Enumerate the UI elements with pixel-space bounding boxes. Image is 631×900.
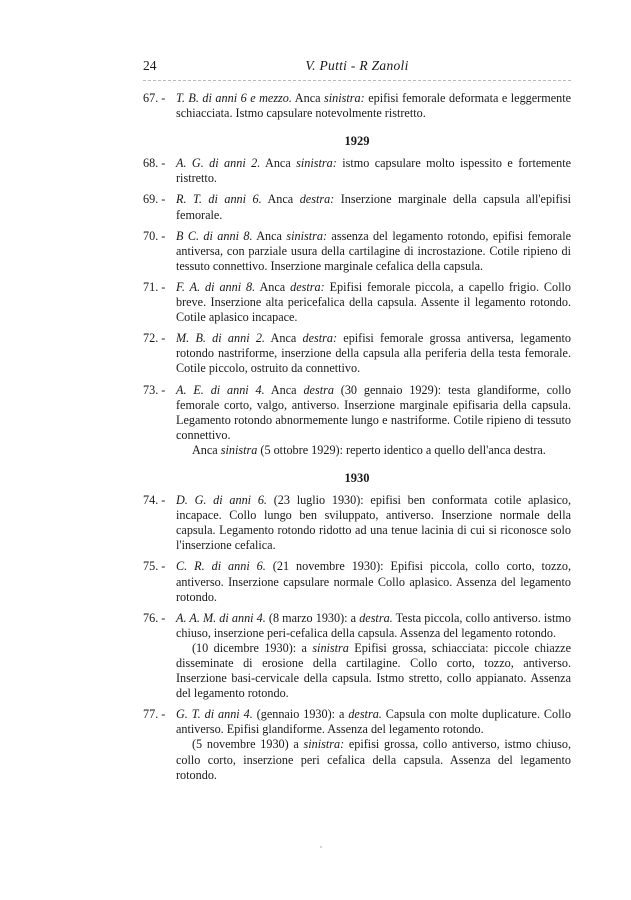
page-header <box>143 58 571 78</box>
hip-label: Anca <box>259 279 286 294</box>
patient-name: C. R. di anni 6. <box>176 559 266 574</box>
case-number: 74. - <box>143 493 166 508</box>
case-entry-74 <box>143 493 571 553</box>
case-entry-75 <box>143 559 571 604</box>
case-list <box>143 91 571 789</box>
case-number: 76. - <box>143 610 166 625</box>
patient-name: R. T. di anni 6. <box>176 192 262 207</box>
case-number: 67. - <box>143 91 166 105</box>
hip-side: sinistra <box>220 442 258 457</box>
hip-label: (8 marzo 1930): a <box>268 610 357 625</box>
patient-name: M. B. di anni 2. <box>176 331 265 346</box>
patient-name: B C. di anni 8. <box>176 228 253 243</box>
hip-side: sinistra: <box>303 737 345 752</box>
case-number: 70. - <box>143 228 166 243</box>
case-entry-68 <box>143 156 571 186</box>
patient-name: A. G. di anni 2. <box>176 156 261 171</box>
hip-label: Anca <box>294 91 321 105</box>
case-entry-71 <box>143 280 571 325</box>
patient-name: A. A. M. di anni 4. <box>176 610 266 625</box>
case-entry-69 <box>143 192 571 222</box>
hip-side: destra. <box>359 610 393 625</box>
year-heading-1929: 1929 <box>344 134 370 149</box>
case-text: epifisi femorale grossa antiversa, legamento rotondo nastriforme, inserzione della capsula alla periferia della testa femorale. Cotile piccolo, ostruito da connettivo. <box>176 331 571 376</box>
hip-label: Anca <box>270 382 297 397</box>
header-rule <box>143 80 571 81</box>
case-text: (21 novembre 1930): Epifisi piccola, collo corto, tozzo, antiverso. Inserzione capsulare normale Collo aplasico. Assenza del legamento rotondo. <box>176 559 571 604</box>
hip-label: Anca <box>267 192 294 207</box>
case-number: 77. - <box>143 707 166 722</box>
hip-side: destra: <box>302 331 338 346</box>
case-entry-70 <box>143 229 571 274</box>
patient-name: G. T. di anni 4. <box>176 707 253 722</box>
case-text: Inserzione marginale della capsula all'epifisi femorale. <box>176 192 572 222</box>
hip-side: sinistra <box>312 640 349 655</box>
hip-side: destra <box>303 382 334 397</box>
running-title: V. Putti - R Zanoli <box>305 58 409 73</box>
patient-name: D. G. di anni 6. <box>176 493 267 508</box>
hip-side: sinistra: <box>286 228 328 243</box>
case-text: istmo capsulare molto ispessito e fortemente ristretto. <box>176 156 572 186</box>
hip-label: (10 dicembre 1930): a <box>192 640 307 655</box>
hip-side: sinistra: <box>296 156 337 171</box>
case-text: Epifisi femorale piccola, a capello frigio. Collo breve. Inserzione alta pericefalica della capsula. Assente il legamento rotondo. Cotile aplasico incapace. <box>176 279 572 325</box>
hip-side: destra: <box>299 192 335 207</box>
case-text: (30 gennaio 1929): testa glandiforme, collo femorale corto, valgo, antiverso. Inserzione marginale epifisaria della capsula. Legamento rotondo abnormemente lungo e nastriforme. Cotile ripieno di tessuto connettivo. <box>176 382 572 442</box>
print-speck <box>320 846 322 848</box>
case-text: (23 luglio 1930): epifisi ben conformata cotile aplasico, incapace. Collo lungo ben sviluppato, antiverso. Inserzione normale della capsula. Legamento rotondo ridotto ad una tenue lacinia di cui si riconosce solo l'inserzione cefalica. <box>176 493 572 553</box>
case-number: 69. - <box>143 192 166 207</box>
case-text: Testa piccola, collo antiverso. istmo chiuso, inserzione peri-cefalica della capsula. Assenza del legamento rotondo. <box>176 610 571 640</box>
case-text: Epifisi grossa, schiacciata: piccole chiazze disseminate di erosione della cartilagine. Collo corto, tozzo, antiverso. Inserzione basi-cervicale della capsula. Istmo stretto, collo appianato. Assenza del legamento rotondo. <box>176 640 571 701</box>
case-text: epifisi grossa, collo antiverso, istmo chiuso, collo corto, inserzione peri cefalica della capsula. Assenza del legamento rotondo. <box>176 737 572 782</box>
case-entry-72 <box>143 331 571 376</box>
case-entry-77 <box>143 707 571 782</box>
patient-name: F. A. di anni 8. <box>176 279 256 294</box>
case-number: 73. - <box>143 382 166 397</box>
case-number: 71. - <box>143 279 166 294</box>
hip-label: Anca <box>270 331 297 346</box>
hip-label: (gennaio 1930): a <box>256 707 345 722</box>
case-continuation <box>176 737 571 782</box>
hip-side: destra. <box>348 707 382 722</box>
case-text: epifisi femorale deformata e leggermente schiacciata. Istmo capsulare notevolmente ristretto. <box>176 91 572 121</box>
case-entry-73 <box>143 383 571 458</box>
case-number: 72. - <box>143 331 166 346</box>
case-text: (5 ottobre 1929): reperto identico a quello dell'anca destra. <box>260 442 546 457</box>
hip-label: Anca <box>256 228 282 243</box>
page-number: 24 <box>143 58 157 73</box>
hip-label: Anca <box>192 442 218 457</box>
hip-side: sinistra: <box>324 91 365 105</box>
case-continuation <box>176 641 571 701</box>
patient-name: A. E. di anni 4. <box>176 382 265 397</box>
case-text: Capsula con molte duplicature. Collo antiverso. Epifisi glandiforme. Assenza del legamento rotondo. <box>176 707 572 737</box>
case-entry-76 <box>143 611 571 702</box>
patient-name: T. B. di anni 6 e mezzo. <box>176 91 292 105</box>
year-heading-1930: 1930 <box>344 470 370 485</box>
hip-label: Anca <box>265 156 291 171</box>
case-number: 75. - <box>143 559 166 574</box>
case-text: assenza del legamento rotondo, epifisi femorale antiversa, con parziale usura della cartilagine di incrostazione. Cotile ripieno di tessuto connettivo. Inserzione marginale cefalica della capsula. <box>176 228 572 273</box>
case-entry-67 <box>143 91 571 121</box>
hip-label: (5 novembre 1930) a <box>192 737 299 752</box>
case-continuation <box>176 443 571 458</box>
case-number: 68. - <box>143 156 166 171</box>
hip-side: destra: <box>290 279 325 294</box>
